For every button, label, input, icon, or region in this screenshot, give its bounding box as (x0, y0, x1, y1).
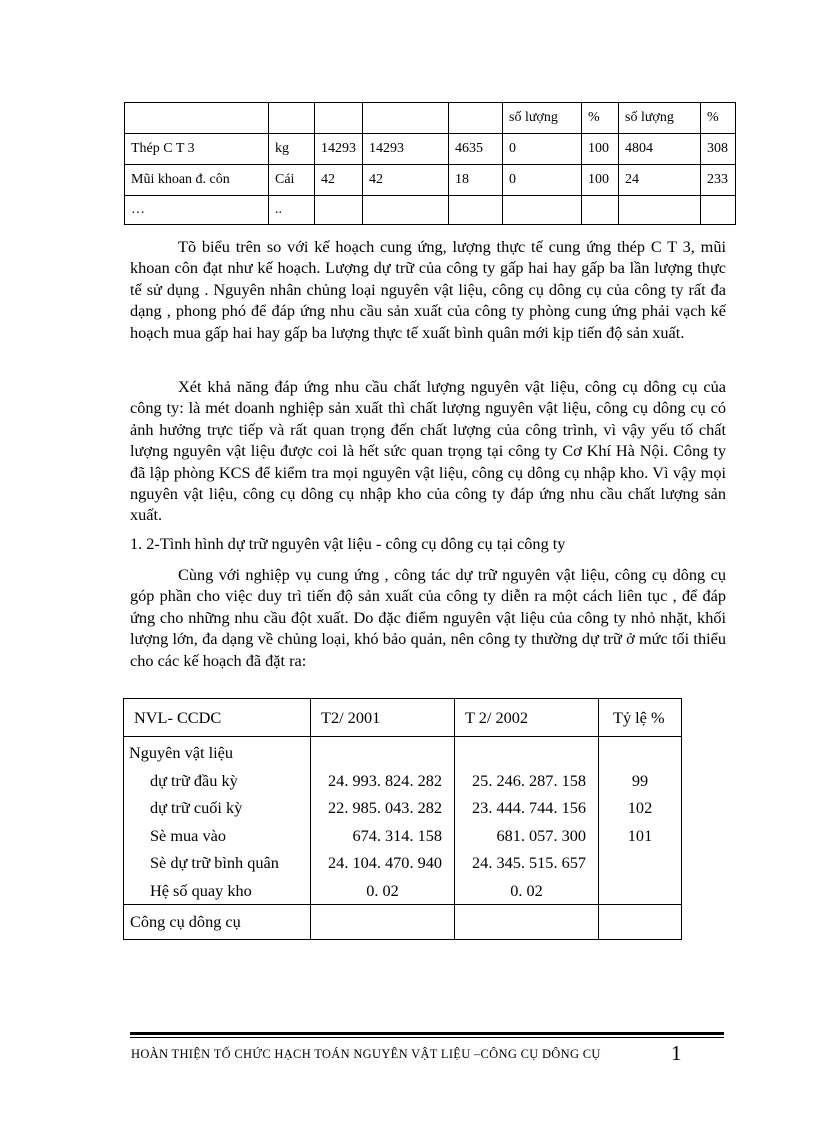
table-cell (449, 103, 503, 134)
value-2002: 0. 02 (510, 880, 543, 900)
header-cell: T2/ 2001 (321, 707, 381, 727)
table-cell (269, 103, 315, 134)
ratio-value: 102 (627, 798, 653, 817)
row-label: Sè mua vào (150, 825, 226, 845)
group-label: Nguyên vật liệu (129, 743, 233, 762)
value-2001: 674. 314. 158 (352, 825, 442, 845)
table-cell: Cái (269, 165, 315, 196)
value-2001: 22. 985. 043. 282 (328, 798, 442, 817)
table-cell: % (701, 103, 736, 134)
table-cell (363, 196, 449, 225)
running-footer: HOÀN THIỆN TỔ CHỨC HẠCH TOÁN NGUYÊN VẬT LIỆU –CÔNG CỤ DÔNG CỤ (131, 1047, 601, 1061)
table-cell (363, 103, 449, 134)
table-cell: Thép C T 3 (125, 134, 269, 165)
table-cell: 18 (449, 165, 503, 196)
table-cell: 42 (363, 165, 449, 196)
paragraph-reserve: Cùng với nghiệp vụ cung ứng , công tác dự trữ nguyên vật liệu, công cụ dông cụ góp phần cho việc duy trì tiến độ sản xuất của công ty diễn ra một cách liên tục , để đáp ứng cho những nhu cầu đột xuất. Do đặc điểm nguyên vật liệu của công ty nhỏ nhặt, khối lượng lớn, đa dạng về chủng loại, khó bảo quản, nên công ty thường dự trữ ở mức tối thiểu cho các kế hoạch đã đặt ra: (130, 565, 726, 670)
table-cell (619, 196, 701, 225)
table-cell (125, 103, 269, 134)
table-cell: 308 (701, 134, 736, 165)
table-cell: 4804 (619, 134, 701, 165)
table-cell: 42 (315, 165, 363, 196)
table-row (125, 103, 736, 134)
value-2001: 24. 993. 824. 282 (328, 770, 442, 790)
footer-rule-thin (130, 1037, 724, 1038)
value-2002: 681. 057. 300 (496, 825, 586, 845)
value-2001: 0. 02 (366, 880, 399, 900)
row-label: Sè dự trữ bình quân (150, 853, 279, 872)
row-label: dự trữ đầu kỳ (150, 770, 238, 790)
value-2001: 24. 104. 470. 940 (328, 853, 442, 872)
row-label: dự trữ cuối kỳ (150, 798, 243, 817)
table-cell: số lượng (619, 103, 701, 134)
table-cell: 14293 (315, 134, 363, 165)
table-cell (701, 196, 736, 225)
table-row (125, 196, 736, 225)
table-body-row (124, 737, 682, 905)
table-cell: 4635 (449, 134, 503, 165)
table-header-row (124, 699, 682, 737)
table-cell: … (125, 196, 269, 225)
table-cell (503, 196, 582, 225)
page-number: 1 (671, 1041, 682, 1065)
paragraph-supply-analysis: Tõ biểu trên so với kế hoạch cung ứng, lượng thực tế cung ứng thép C T 3, mũi khoan côn đạt như kế hoạch. Lượng dự trữ của công ty gấp hai hay gấp ba lần lượng thực tế sử dụng . Nguyên nhân chủng loại nguyên vật liệu, công cụ dông cụ của công ty rất đa dạng , phong phó để đáp ứng nhu cầu sản xuất của công ty phòng cung ứng phải vạch kế hoạch mua gấp hai hay gấp ba lượng thực tế xuất bình quân mới kịp tiến độ sản xuất. (130, 237, 726, 342)
ratio-value: 99 (631, 770, 649, 790)
table-cell: 0 (503, 134, 582, 165)
table-cell: 100 (582, 134, 619, 165)
table-cell: số lượng (503, 103, 582, 134)
table-cell (449, 196, 503, 225)
header-cell: NVL- CCDC (134, 707, 222, 727)
table-cell (315, 196, 363, 225)
table-cell: kg (269, 134, 315, 165)
footer-rule-thick (130, 1032, 724, 1035)
value-2002: 24. 345. 515. 657 (472, 853, 586, 872)
header-cell: T 2/ 2002 (465, 707, 529, 727)
header-cell: Tỷ lệ % (613, 707, 665, 727)
row-label: Hệ số quay kho (150, 880, 252, 900)
table-row (125, 165, 736, 196)
table-cell: 100 (582, 165, 619, 196)
table-row (125, 134, 736, 165)
table-cell: Mũi khoan đ. côn (125, 165, 269, 196)
section-heading: 1. 2-Tình hình dự trữ nguyên vật liệu - công cụ dông cụ tại công ty (130, 534, 566, 553)
table-cell: .. (269, 196, 315, 225)
table-cell (315, 103, 363, 134)
table-cell: 14293 (363, 134, 449, 165)
table-cell: 24 (619, 165, 701, 196)
value-2002: 25. 246. 287. 158 (472, 770, 586, 790)
ratio-value: 101 (627, 825, 653, 845)
ratio-value (599, 877, 681, 905)
footer-row-label: Công cụ dông cụ (130, 912, 241, 931)
table-cell (582, 196, 619, 225)
value-2002: 23. 444. 744. 156 (472, 798, 586, 817)
table-cell: 0 (503, 165, 582, 196)
table-cell: % (582, 103, 619, 134)
supply-table (124, 102, 736, 225)
paragraph-quality: Xét khả năng đáp ứng nhu cầu chất lượng nguyên vật liệu, công cụ dông cụ của công ty: là mét doanh nghiệp sản xuất thì chất lượng nguyên vật liệu, công cụ dông cụ có ảnh hưởng trực tiếp và rất quan trọng đến chất lượng của công trình, vì vậy yếu tố chất lượng nguyên vật liệu được coi là hết sức quan trọng tại công ty Cơ Khí Hà Nội. Công ty đã lập phòng KCS để kiểm tra mọi nguyên vật liệu, công cụ dông cụ nhập kho. Vì vậy mọi nguyên vật liệu, công cụ dông cụ nhập kho của công ty đáp ứng nhu cầu chất lượng sản xuất. (130, 377, 726, 525)
ratio-value (599, 849, 681, 877)
stock-table (123, 698, 682, 940)
table-cell: 233 (701, 165, 736, 196)
table-footer-row (124, 905, 682, 940)
